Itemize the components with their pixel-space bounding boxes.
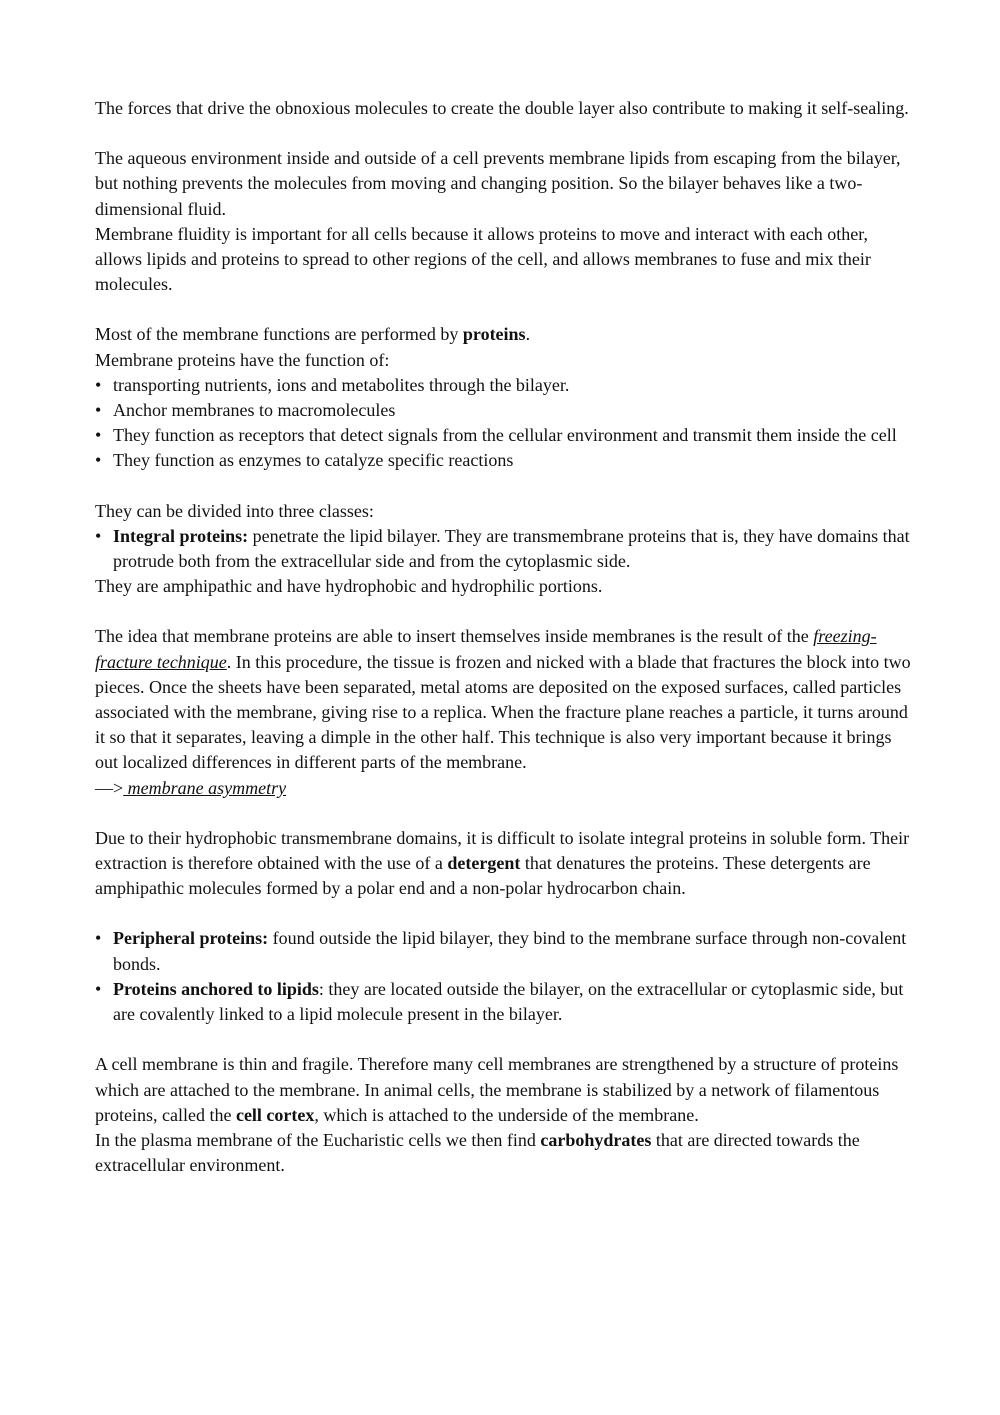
functions-list [95,373,915,474]
paragraph-carbohydrates: In the plasma membrane of the Eucharistic cells we then find carbohydrates that are directed towards the extracellular environment. [95,1129,860,1176]
list-item: • They function as receptors that detect signals from the cellular environment and transmit them inside the cell [95,423,915,448]
paragraph-asymmetry-ref: —> membrane asymmetry [95,777,287,798]
paragraph-aqueous-environment: The aqueous environment inside and outside of a cell prevents membrane lipids from escaping from the bilayer, but nothing prevents the molecules from moving and changing position. So the bilayer behaves like a two-dimensional fluid. [95,148,901,219]
list-item: • transporting nutrients, ions and metabolites through the bilayer. [95,373,915,398]
membrane-asymmetry-link[interactable]: membrane asymmetry [123,777,287,798]
classes-list-other [95,926,915,1027]
list-item: • They function as enzymes to catalyze specific reactions [95,448,915,473]
document-page [95,96,915,1178]
list-item-integral-proteins: • Integral proteins: penetrate the lipid bilayer. They are transmembrane proteins that is, they have domains that protrude both from the extracellular side and from the cytoplasmic side. [95,524,915,574]
freezing-fracture-link[interactable]: freezing-fracture technique [95,626,877,672]
list-item-lipid-anchored-proteins: • Proteins anchored to lipids: they are located outside the bilayer, on the extracellular or cytoplasmic side, but are covalently linked to a lipid molecule present in the bilayer. [95,977,915,1027]
paragraph-membrane-functions: Most of the membrane functions are performed by proteins. [95,324,531,345]
paragraph-detergent: Due to their hydrophobic transmembrane domains, it is difficult to isolate integral proteins in soluble form. Their extraction is therefore obtained with the use of a detergent that denatures the proteins. These detergents are amphipathic molecules formed by a polar end and a non-polar hydrocarbon chain. [95,827,910,899]
list-item: • Anchor membranes to macromolecules [95,398,915,423]
classes-list-integral [95,524,915,574]
paragraph-amphipathic: They are amphipathic and have hydrophobic and hydrophilic portions. [95,576,603,597]
list-item-peripheral-proteins: • Peripheral proteins: found outside the lipid bilayer, they bind to the membrane surface through non-covalent bonds. [95,926,915,976]
paragraph-membrane-fluidity: Membrane fluidity is important for all cells because it allows proteins to move and interact with each other, allows lipids and proteins to spread to other regions of the cell, and allows membranes to fuse and mix their molecules. [95,223,871,295]
paragraph-three-classes: They can be divided into three classes: [95,500,374,521]
paragraph-cell-cortex: A cell membrane is thin and fragile. Therefore many cell membranes are strengthened by a structure of proteins which are attached to the membrane. In animal cells, the membrane is stabilized by a network of filamentous proteins, called the cell cortex, which is attached to the underside of the membrane. [95,1054,899,1125]
paragraph-self-sealing: The forces that drive the obnoxious molecules to create the double layer also contribute to making it self-sealing. [95,98,909,118]
paragraph-function-intro: Membrane proteins have the function of: [95,349,390,370]
paragraph-freeze-fracture: The idea that membrane proteins are able to insert themselves inside membranes is the result of the freezing-fracture technique. In this procedure, the tissue is frozen and nicked with a blade that fractures the block into two pieces. Once the sheets have been separated, metal atoms are deposited on the exposed surfaces, called particles associated with the membrane, giving rise to a replica. When the fracture plane reaches a particle, it turns around it so that it separates, leaving a dimple in the other half. This technique is also very important because it brings out localized differences in different parts of the membrane. [95,626,911,773]
